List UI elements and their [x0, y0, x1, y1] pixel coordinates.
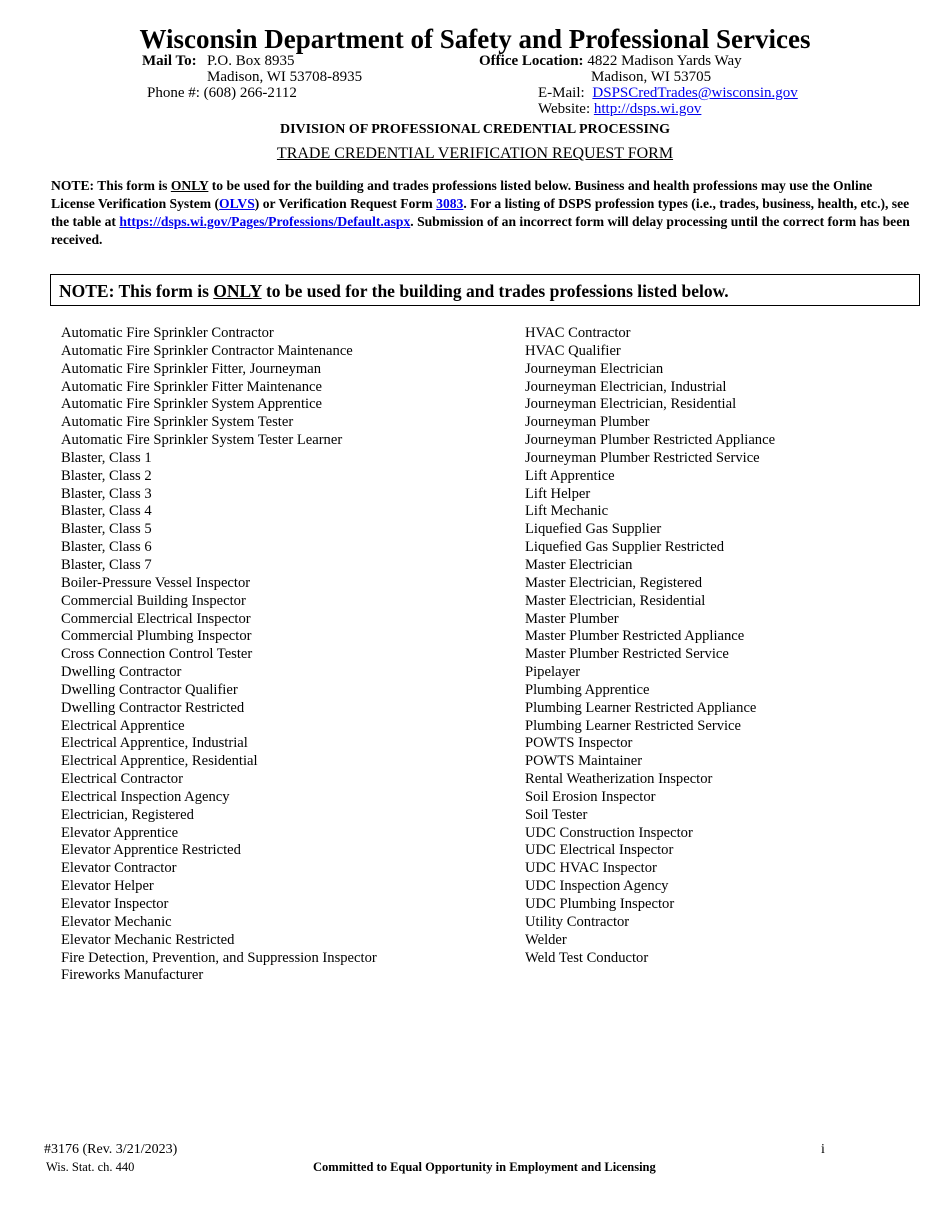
note-box-text [59, 281, 729, 302]
profession-item: Elevator Helper [61, 878, 154, 895]
profession-item: Pipelayer [525, 664, 581, 681]
profession-item: Electrical Contractor [61, 771, 183, 788]
note-text: ) or Verification Request Form [254, 196, 437, 211]
profession-item: Lift Helper [525, 485, 591, 502]
profession-item: Master Plumber Restricted Service [525, 646, 729, 663]
statute-reference: Wis. Stat. ch. 440 [46, 1160, 135, 1174]
mail-label: Mail To: [142, 53, 197, 69]
profession-item: Boiler-Pressure Vessel Inspector [61, 574, 251, 591]
olvs-link[interactable]: OLVS [219, 196, 255, 211]
website-row [538, 101, 701, 117]
profession-item: UDC Electrical Inspector [525, 842, 674, 859]
profession-item: Journeyman Plumber [525, 414, 650, 431]
note-only-emphasis: ONLY [170, 178, 209, 193]
profession-item: Welder [525, 931, 567, 948]
page-title: Wisconsin Department of Safety and Professional Services [139, 24, 811, 54]
profession-item: Commercial Building Inspector [61, 592, 246, 609]
profession-item: Electrical Apprentice, Residential [61, 753, 258, 770]
profession-item: Master Electrician, Registered [525, 574, 703, 591]
profession-item: Plumbing Apprentice [525, 681, 650, 698]
note-box [50, 274, 920, 306]
profession-item: Automatic Fire Sprinkler System Tester Learner [61, 432, 343, 449]
profession-item: Master Electrician, Residential [525, 592, 706, 609]
email-label: E-Mail: [538, 85, 585, 101]
office-line1: 4822 Madison Yards Way [587, 53, 742, 69]
profession-item: Commercial Plumbing Inspector [61, 628, 252, 645]
office-label: Office Location: [479, 53, 584, 69]
profession-item: Electrician, Registered [61, 806, 194, 823]
profession-item: Commercial Electrical Inspector [61, 610, 251, 627]
form-revision: #3176 (Rev. 3/21/2023) [44, 1142, 178, 1157]
profession-item: Elevator Mechanic Restricted [61, 931, 235, 948]
note-text: . Submission of an incorrect form will delay processing until the correct form has been received. [51, 214, 910, 247]
profession-item: UDC Plumbing Inspector [525, 896, 675, 912]
profession-item: Blaster, Class 1 [61, 449, 152, 466]
profession-item: Blaster, Class 4 [61, 503, 152, 520]
form-title-text: TRADE CREDENTIAL VERIFICATION REQUEST FORM [276, 145, 674, 162]
profession-item: Journeyman Plumber Restricted Service [525, 449, 760, 466]
profession-item: Journeyman Plumber Restricted Appliance [525, 432, 776, 449]
profession-item: HVAC Qualifier [525, 342, 621, 359]
profession-item: Journeyman Electrician [525, 360, 664, 377]
profession-item: Rental Weatherization Inspector [525, 771, 713, 788]
profession-item: Blaster, Class 2 [61, 467, 152, 484]
profession-item: POWTS Maintainer [525, 753, 643, 770]
note-text: . For a listing of DSPS profession types (i.e., trades, business, health, etc.), see the table at [51, 196, 910, 229]
note-text: to be used for the building and trades professions listed below. Business and health professions may use the Online License Verification System ( [51, 178, 873, 211]
profession-item: Blaster, Class 5 [61, 521, 152, 538]
mail-to-block [142, 53, 295, 69]
profession-item: Soil Erosion Inspector [525, 788, 656, 805]
office-location-block [479, 53, 742, 69]
profession-item: Elevator Apprentice [61, 824, 179, 841]
profession-item: Elevator Contractor [61, 860, 177, 877]
professions-list-right [525, 325, 775, 967]
profession-item: Blaster, Class 3 [61, 485, 152, 502]
office-line2: Madison, WI 53705 [591, 69, 712, 85]
box-note-only-emphasis: ONLY [213, 281, 262, 301]
profession-item: Master Plumber [525, 610, 619, 627]
profession-item: Automatic Fire Sprinkler Fitter Maintenance [61, 378, 322, 395]
form-3083-link[interactable]: 3083 [436, 196, 464, 211]
box-note-text: to be used for the building and trades professions listed below. [261, 281, 729, 301]
profession-item: Blaster, Class 6 [61, 539, 152, 556]
division-heading: DIVISION OF PROFESSIONAL CREDENTIAL PROCESSING [279, 122, 670, 137]
profession-item: Liquefied Gas Supplier Restricted [525, 539, 724, 556]
profession-item: Plumbing Learner Restricted Service [525, 717, 741, 734]
mail-line2: Madison, WI 53708-8935 [207, 69, 363, 85]
profession-item: Automatic Fire Sprinkler Contractor [61, 325, 274, 341]
profession-item: Soil Tester [525, 806, 588, 823]
profession-item: Lift Mechanic [525, 503, 609, 520]
profession-item: Cross Connection Control Tester [61, 646, 253, 663]
profession-item: Dwelling Contractor Restricted [61, 699, 245, 716]
website-label: Website: [538, 101, 591, 117]
form-title [0, 145, 950, 163]
intro-note [51, 177, 913, 249]
profession-item: Journeyman Electrician, Residential [525, 396, 737, 413]
profession-item: Electrical Inspection Agency [61, 788, 230, 805]
profession-item: Master Electrician [525, 556, 633, 573]
profession-item: Electrical Apprentice, Industrial [61, 735, 248, 752]
profession-item: POWTS Inspector [525, 735, 633, 752]
profession-item: Blaster, Class 7 [61, 556, 152, 573]
profession-item: Fireworks Manufacturer [61, 967, 204, 984]
profession-item: Automatic Fire Sprinkler Fitter, Journeyman [61, 360, 322, 377]
equal-opportunity-statement: Committed to Equal Opportunity in Employment and Licensing [313, 1160, 656, 1174]
profession-item: Automatic Fire Sprinkler System Tester [61, 414, 294, 431]
profession-item: Elevator Apprentice Restricted [61, 842, 241, 859]
profession-item: Automatic Fire Sprinkler System Apprentice [61, 396, 323, 413]
profession-item: UDC Inspection Agency [525, 878, 669, 895]
box-note-text: NOTE: This form is [59, 281, 214, 301]
website-link[interactable]: http://dsps.wi.gov [593, 101, 702, 117]
mail-line1: P.O. Box 8935 [207, 53, 295, 69]
profession-item: Electrical Apprentice [61, 717, 185, 734]
profession-item: Liquefied Gas Supplier [525, 521, 662, 538]
email-link[interactable]: DSPSCredTrades@wisconsin.gov [592, 85, 798, 101]
email-row [538, 85, 798, 101]
profession-item: Fire Detection, Prevention, and Suppression Inspector [61, 949, 377, 966]
profession-item: Elevator Mechanic [61, 913, 172, 930]
phone-number: Phone #: (608) 266-2112 [147, 85, 297, 101]
note-text: NOTE: This form is [51, 178, 171, 193]
profession-item: Weld Test Conductor [525, 949, 649, 966]
profession-item: Journeyman Electrician, Industrial [525, 378, 727, 395]
profession-item: Utility Contractor [525, 913, 630, 930]
professions-table-link[interactable]: https://dsps.wi.gov/Pages/Professions/Default.aspx [119, 214, 411, 229]
profession-item: Plumbing Learner Restricted Appliance [525, 699, 757, 716]
profession-item: Master Plumber Restricted Appliance [525, 628, 745, 645]
profession-item: UDC Construction Inspector [525, 824, 693, 841]
professions-list-left [61, 325, 377, 985]
profession-item: HVAC Contractor [525, 325, 631, 341]
profession-item: Elevator Inspector [61, 896, 169, 912]
profession-item: Automatic Fire Sprinkler Contractor Maintenance [61, 342, 353, 359]
profession-item: Dwelling Contractor [61, 664, 182, 681]
page-number: i [821, 1142, 825, 1157]
profession-item: Lift Apprentice [525, 467, 615, 484]
profession-item: UDC HVAC Inspector [525, 860, 657, 877]
profession-item: Dwelling Contractor Qualifier [61, 681, 238, 698]
